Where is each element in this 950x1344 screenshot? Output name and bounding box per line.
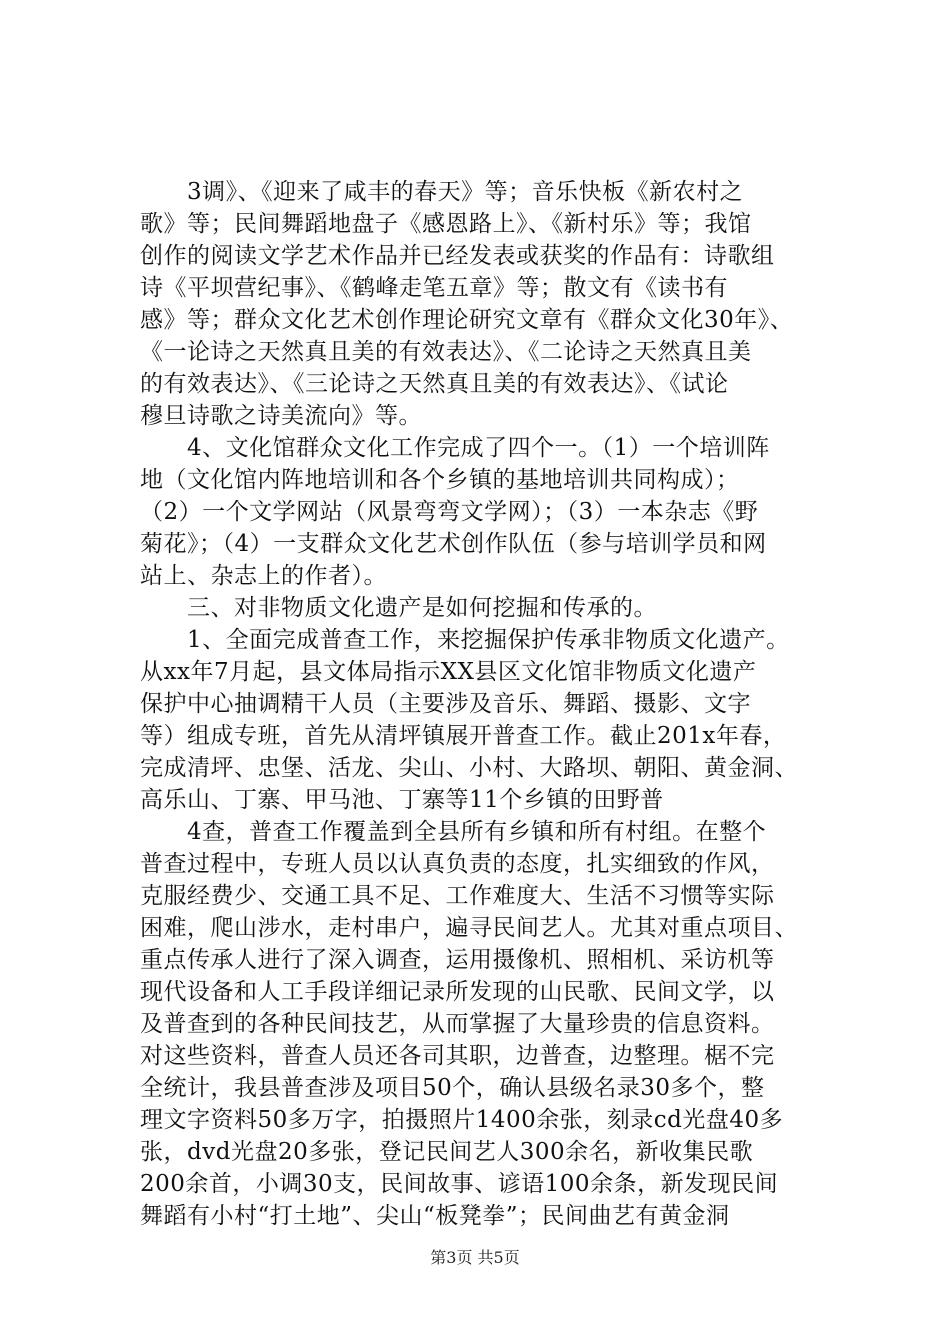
text-line: 张，dvd光盘20多张，登记民间艺人300余名，新收集民歌 <box>140 1139 754 1165</box>
text-line: 重点传承人进行了深入调查，运用摄像机、照相机、采访机等 <box>140 947 775 973</box>
text-line: 全统计，我县普查涉及项目50个，确认县级名录30多个，整 <box>140 1075 765 1101</box>
text-line: 的有效表达》、《三论诗之天然真且美的有效表达》、《试论 <box>140 371 729 397</box>
text-line: 完成清坪、忠堡、活龙、尖山、小村、大路坝、朝阳、黄金洞、 <box>140 755 798 781</box>
text-line: 诗《平坝营纪事》、《鹤峰走笔五章》等；散文有《读书有 <box>140 275 728 301</box>
text-line: 穆旦诗歌之诗美流向》等。 <box>140 403 422 429</box>
text-line: 4、文化馆群众文化工作完成了四个一。（1）一个培训阵 <box>140 435 770 461</box>
text-line: 200余首，小调30支，民间故事、谚语100余条，新发现民间 <box>140 1171 779 1197</box>
text-line: 等）组成专班，首先从清坪镇展开普查工作。截止201x年春， <box>140 723 787 749</box>
text-line: 4查，普查工作覆盖到全县所有乡镇和所有村组。在整个 <box>140 819 767 845</box>
text-line: 困难，爬山涉水，走村串户，遍寻民间艺人。尤其对重点项目、 <box>140 915 798 941</box>
text-line: 舞蹈有小村“打土地”、尖山“板凳拳”；民间曲艺有黄金洞 <box>140 1203 730 1229</box>
text-line: 克服经费少、交通工具不足、工作难度大、生活不习惯等实际 <box>140 883 775 909</box>
text-line: 歌》等；民间舞蹈地盘子《感恩路上》、《新村乐》等；我馆 <box>140 211 752 237</box>
text-line: 感》等；群众文化艺术创作理论研究文章有《群众文化30年》、 <box>140 307 794 333</box>
text-line: 菊花》；（4）一支群众文化艺术创作队伍（参与培训学员和网 <box>140 531 767 557</box>
text-line: 理文字资料50多万字，拍摄照片1400余张，刻录cd光盘40多 <box>140 1107 784 1133</box>
text-line: 从xx年7月起，县文体局指示XX县区文化馆非物质文化遗产 <box>140 659 757 685</box>
text-line: 现代设备和人工手段详细记录所发现的山民歌、民间文学，以 <box>140 979 775 1005</box>
text-line: 站上、杂志上的作者）。 <box>140 563 387 589</box>
text-line: 1、全面完成普查工作，来挖掘保护传承非物质文化遗产。 <box>140 627 790 653</box>
text-line: 保护中心抽调精干人员（主要涉及音乐、舞蹈、摄影、文字 <box>140 691 751 717</box>
page-footer: 第3页 共5页 <box>430 1248 520 1267</box>
document-body <box>140 176 830 1232</box>
text-line: 对这些资料，普查人员还各司其职，边普查，边整理。椐不完 <box>140 1043 775 1069</box>
text-line: 3调》、《迎来了咸丰的春天》等；音乐快板《新农村之 <box>140 179 744 205</box>
text-line: 创作的阅读文学艺术作品并已经发表或获奖的作品有：诗歌组 <box>140 243 775 269</box>
text-line: 高乐山、丁寨、甲马池、丁寨等11个乡镇的田野普 <box>140 787 664 813</box>
text-line: 三、对非物质文化遗产是如何挖掘和传承的。 <box>140 595 657 621</box>
text-line: 及普查到的各种民间技艺，从而掌握了大量珍贵的信息资料。 <box>140 1011 775 1037</box>
text-line: 普查过程中，专班人员以认真负责的态度，扎实细致的作风， <box>140 851 775 877</box>
text-line: 地（文化馆内阵地培训和各个乡镇的基地培训共同构成）； <box>140 467 740 493</box>
text-line: 《一论诗之天然真且美的有效表达》、《二论诗之天然真且美 <box>140 339 752 365</box>
text-line: （2）一个文学网站（风景弯弯文学网）；（3）一本杂志《野 <box>140 499 759 525</box>
